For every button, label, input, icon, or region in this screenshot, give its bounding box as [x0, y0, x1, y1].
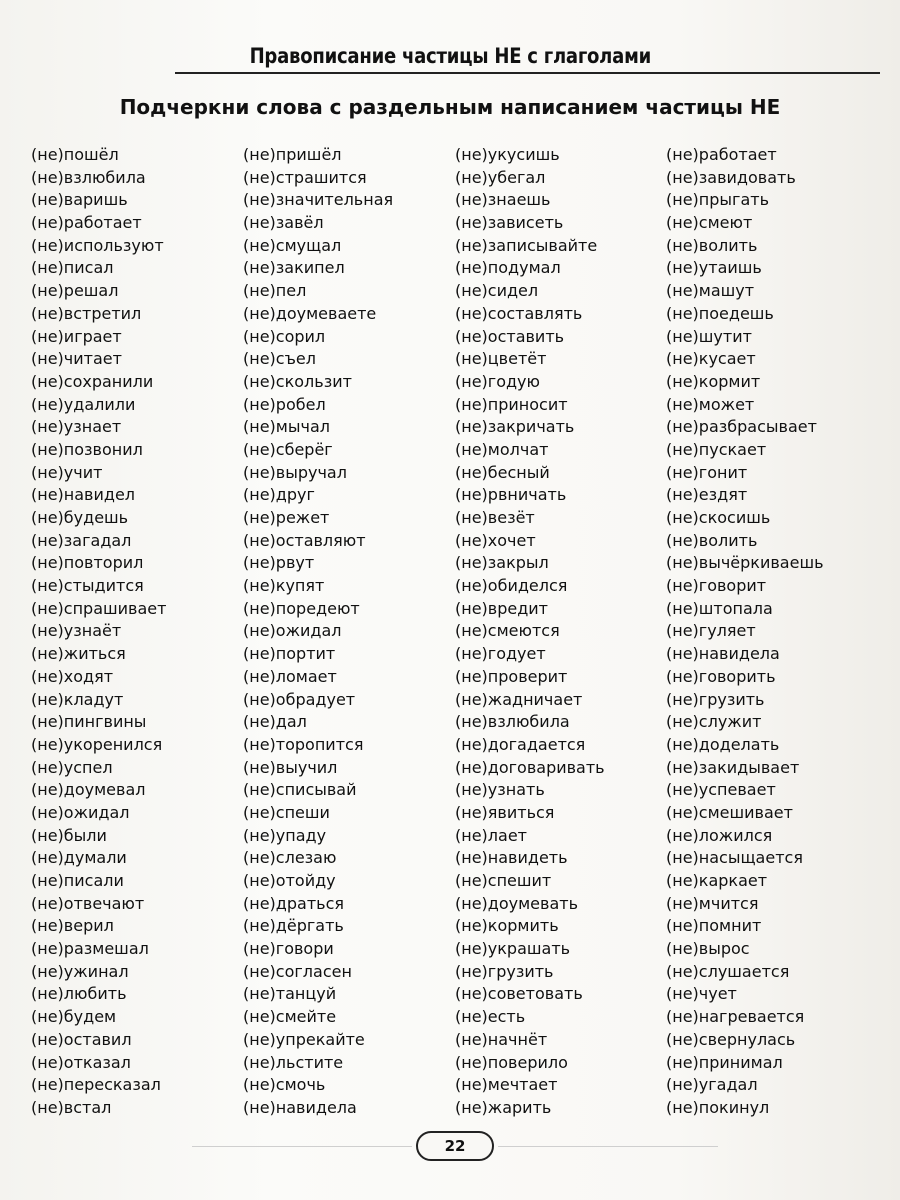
word-item: (не)встал: [31, 1097, 112, 1117]
word-item: (не)обиделся: [455, 576, 568, 596]
word-item: (не)навидела: [666, 644, 780, 664]
word-item: (не)грузить: [666, 689, 765, 709]
word-item: (не)учит: [31, 462, 103, 482]
word-item: (не)работает: [31, 213, 142, 233]
word-item: (не)сохранили: [31, 371, 154, 391]
word-item: (не)смеются: [455, 621, 560, 641]
word-item: (не)цветёт: [455, 349, 547, 369]
word-item: (не)писал: [31, 258, 114, 278]
word-column-1: [31, 144, 246, 1120]
word-item: (не)может: [666, 394, 755, 414]
word-item: (не)танцуй: [243, 984, 337, 1004]
word-item: (не)выручал: [243, 462, 347, 482]
word-item: (не)думали: [31, 848, 127, 868]
word-column-4: [666, 144, 881, 1120]
word-item: (не)ложился: [666, 825, 773, 845]
word-item: (не)жадничает: [455, 689, 583, 709]
word-item: (не)списывай: [243, 780, 357, 800]
word-item: (не)гуляет: [666, 621, 756, 641]
word-item: (не)решал: [31, 281, 119, 301]
word-item: (не)мечтает: [455, 1075, 558, 1095]
word-item: (не)кормит: [666, 371, 761, 391]
word-item: (не)догадается: [455, 734, 586, 754]
word-item: (не)дал: [243, 712, 307, 732]
word-item: (не)волить: [666, 235, 758, 255]
word-item: (не)будем: [31, 1007, 117, 1027]
word-item: (не)завёл: [243, 213, 324, 233]
word-item: (не)используют: [31, 235, 164, 255]
word-item: (не)сорил: [243, 326, 326, 346]
word-item: (не)отказал: [31, 1052, 131, 1072]
word-item: (не)друг: [243, 485, 315, 505]
word-item: (не)доумевал: [31, 780, 146, 800]
word-item: (не)кладут: [31, 689, 124, 709]
word-item: (не)говори: [243, 939, 334, 959]
word-item: (не)навидел: [31, 485, 136, 505]
word-item: (не)смеют: [666, 213, 753, 233]
word-item: (не)писали: [31, 871, 124, 890]
word-item: (не)жарить: [455, 1097, 552, 1117]
word-item: (не)читает: [31, 349, 122, 369]
word-item: (не)сидел: [455, 281, 539, 301]
word-item: (не)размешал: [31, 939, 149, 959]
word-item: (не)обрадует: [243, 689, 356, 709]
word-item: (не)упрекайте: [243, 1029, 365, 1049]
word-item: (не)подумал: [455, 258, 561, 278]
word-item: (не)ужинал: [31, 961, 129, 981]
word-item: (не)мчится: [666, 893, 759, 913]
word-item: (не)угадал: [666, 1075, 758, 1095]
word-item: (не)записывайте: [455, 235, 598, 255]
word-item: (не)удалили: [31, 394, 136, 414]
word-item: (не)рвут: [243, 553, 315, 573]
word-item: (не)утаишь: [666, 258, 762, 278]
word-item: (не)мычал: [243, 417, 330, 437]
word-item: (не)гонит: [666, 462, 748, 482]
word-column-3: [455, 144, 670, 1120]
word-item: (не)спешит: [455, 871, 552, 890]
word-item: (не)играет: [31, 326, 122, 346]
word-item: (не)упаду: [243, 825, 327, 845]
word-item: (не)дёргать: [243, 916, 344, 936]
word-item: (не)договаривать: [455, 757, 605, 777]
word-item: (не)пел: [243, 281, 307, 301]
word-item: (не)торопится: [243, 734, 364, 754]
word-item: (не)взлюбила: [31, 167, 146, 187]
word-item: (не)служит: [666, 712, 762, 732]
word-item: (не)прыгать: [666, 190, 769, 210]
word-item: (не)каркает: [666, 871, 768, 890]
word-item: (не)верил: [31, 916, 114, 936]
word-item: (не)волить: [666, 530, 758, 550]
word-item: (не)пингвины: [31, 712, 147, 732]
word-columns: [0, 144, 900, 1144]
word-item: (не)были: [31, 825, 107, 845]
word-item: (не)драться: [243, 893, 344, 913]
exercise-instruction: Подчеркни слова с раздельным написанием частицы НЕ: [119, 95, 781, 119]
word-item: (не)ходят: [31, 666, 114, 686]
word-item: (не)работает: [666, 145, 777, 164]
word-item: (не)насыщается: [666, 848, 803, 868]
word-item: (не)годует: [455, 644, 546, 664]
word-item: (не)поедешь: [666, 303, 774, 323]
word-item: (не)позвонил: [31, 439, 143, 459]
word-item: (не)закрыл: [455, 553, 549, 573]
word-item: (не)значительная: [243, 190, 394, 210]
word-item: (не)кормить: [455, 916, 559, 936]
word-item: (не)кусает: [666, 349, 756, 369]
word-item: (не)робел: [243, 394, 326, 414]
word-item: (не)лает: [455, 825, 527, 845]
word-item: (не)любить: [31, 984, 127, 1004]
word-item: (не)варишь: [31, 190, 128, 210]
header-divider: [175, 72, 880, 74]
word-item: (не)узнать: [455, 780, 545, 800]
word-item: (не)ожидал: [243, 621, 342, 641]
word-item: (не)страшится: [243, 167, 367, 187]
word-item: (не)грузить: [455, 961, 554, 981]
word-item: (не)убегал: [455, 167, 546, 187]
word-item: (не)ломает: [243, 666, 337, 686]
word-item: (не)свернулась: [666, 1029, 796, 1049]
word-item: (не)встретил: [31, 303, 142, 323]
word-item: (не)взлюбила: [455, 712, 570, 732]
word-item: (не)спеши: [243, 802, 330, 822]
word-item: (не)успел: [31, 757, 113, 777]
word-item: (не)портит: [243, 644, 336, 664]
word-item: (не)вычёркиваешь: [666, 553, 824, 573]
word-item: (не)смочь: [243, 1075, 326, 1095]
word-item: (не)приносит: [455, 394, 568, 414]
word-item: (не)вредит: [455, 598, 548, 618]
word-item: (не)навидела: [243, 1097, 357, 1117]
word-item: (не)говорить: [666, 666, 776, 686]
word-item: (не)вырос: [666, 939, 750, 959]
word-item: (не)составлять: [455, 303, 583, 323]
word-item: (не)покинул: [666, 1097, 770, 1117]
word-item: (не)помнит: [666, 916, 762, 936]
word-item: (не)пошёл: [31, 145, 119, 164]
word-item: (не)купят: [243, 576, 325, 596]
word-item: (не)оставил: [31, 1029, 132, 1049]
word-item: (не)рвничать: [455, 485, 567, 505]
word-item: (не)скользит: [243, 371, 352, 391]
word-item: (не)выучил: [243, 757, 338, 777]
word-item: (не)укоренился: [31, 734, 163, 754]
word-item: (не)есть: [455, 1007, 526, 1027]
word-item: (не)оставить: [455, 326, 565, 346]
word-column-2: [243, 144, 458, 1120]
word-item: (не)закипел: [243, 258, 345, 278]
word-item: (не)нагревается: [666, 1007, 805, 1027]
word-item: (не)поредеют: [243, 598, 360, 618]
page-header-title: Правописание частицы НЕ с глаголами: [249, 44, 651, 68]
word-item: (не)льстите: [243, 1052, 344, 1072]
word-item: (не)отвечают: [31, 893, 145, 913]
word-item: (не)смейте: [243, 1007, 337, 1027]
word-item: (не)проверит: [455, 666, 568, 686]
word-item: (не)хочет: [455, 530, 536, 550]
word-item: (не)узнаёт: [31, 621, 122, 641]
word-item: (не)завидовать: [666, 167, 796, 187]
word-item: (не)ездят: [666, 485, 748, 505]
word-item: (не)закричать: [455, 417, 575, 437]
word-item: (не)слезаю: [243, 848, 337, 868]
word-item: (не)ожидал: [31, 802, 130, 822]
word-item: (не)укусишь: [455, 145, 560, 164]
word-item: (не)шутит: [666, 326, 752, 346]
word-item: (не)узнает: [31, 417, 122, 437]
word-item: (не)говорит: [666, 576, 767, 596]
word-item: (не)сберёг: [243, 439, 333, 459]
word-item: (не)будешь: [31, 508, 129, 527]
word-item: (не)штопала: [666, 598, 773, 618]
word-item: (не)знаешь: [455, 190, 551, 210]
word-item: (не)навидеть: [455, 848, 568, 868]
word-item: (не)поверило: [455, 1052, 568, 1072]
word-item: (не)молчат: [455, 439, 549, 459]
word-item: (не)годую: [455, 371, 540, 391]
word-item: (не)везёт: [455, 508, 535, 527]
word-item: (не)советовать: [455, 984, 583, 1004]
word-item: (не)начнёт: [455, 1029, 548, 1049]
word-item: (не)успевает: [666, 780, 776, 800]
word-item: (не)доумевать: [455, 893, 579, 913]
word-item: (не)украшать: [455, 939, 571, 959]
word-item: (не)стыдится: [31, 576, 144, 596]
word-item: (не)бесный: [455, 462, 550, 482]
word-item: (не)доумеваете: [243, 303, 377, 323]
word-item: (не)пришёл: [243, 145, 342, 164]
word-item: (не)смешивает: [666, 802, 793, 822]
word-item: (не)принимал: [666, 1052, 783, 1072]
word-item: (не)повторил: [31, 553, 144, 573]
word-item: (не)согласен: [243, 961, 352, 981]
word-item: (не)смущал: [243, 235, 342, 255]
word-item: (не)скосишь: [666, 508, 771, 527]
word-item: (не)машут: [666, 281, 755, 301]
word-item: (не)разбрасывает: [666, 417, 817, 437]
word-item: (не)пересказал: [31, 1075, 161, 1095]
word-item: (не)оставляют: [243, 530, 366, 550]
word-item: (не)отойду: [243, 871, 336, 890]
word-item: (не)спрашивает: [31, 598, 167, 618]
word-item: (не)загадал: [31, 530, 132, 550]
word-item: (не)режет: [243, 508, 330, 527]
word-item: (не)житься: [31, 644, 126, 664]
word-item: (не)зависеть: [455, 213, 564, 233]
word-item: (не)явиться: [455, 802, 555, 822]
word-item: (не)закидывает: [666, 757, 800, 777]
word-item: (не)чует: [666, 984, 737, 1004]
word-item: (не)пускает: [666, 439, 767, 459]
word-item: (не)слушается: [666, 961, 790, 981]
word-item: (не)доделать: [666, 734, 780, 754]
word-item: (не)съел: [243, 349, 316, 369]
page-number: 22: [416, 1131, 494, 1161]
